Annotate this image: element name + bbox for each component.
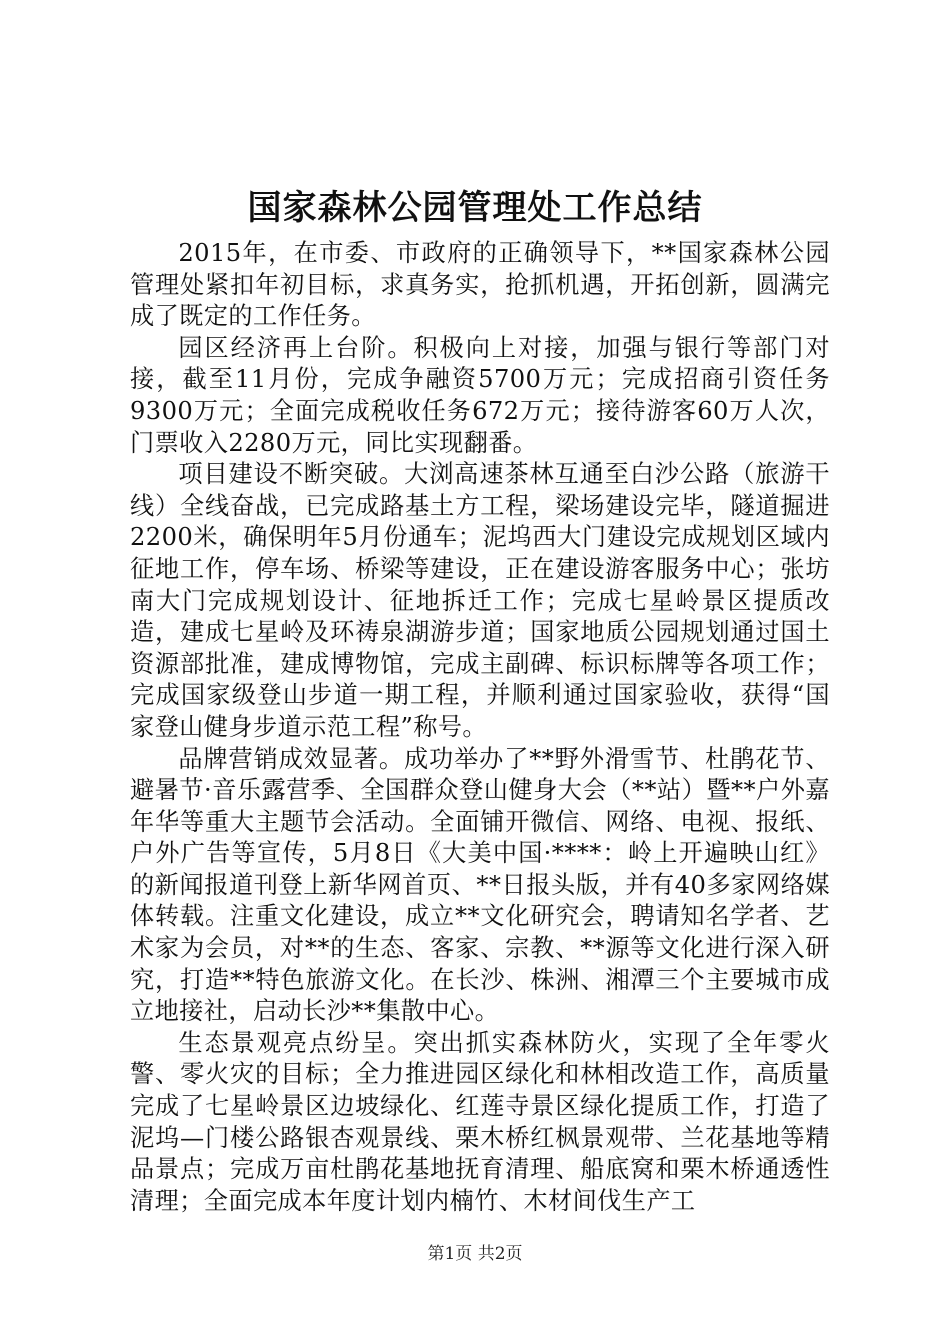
paragraph-marketing: 品牌营销成效显著。成功举办了**野外滑雪节、杜鹃花节、避暑节·音乐露营季、全国群众登山健身大会（**站）暨**户外嘉年华等重大主题节会活动。全面铺开微信、网络、电视、报纸、户外广告等宣传，5月8日《大美中国·****：岭上开遍映山红》的新闻报道刊登上新华网首页、**日报头版，并有40多家网络媒体转载。注重文化建设，成立**文化研究会，聘请知名学者、艺术家为会员，对**的生态、客家、宗教、**源等文化进行深入研究，打造**特色旅游文化。在长沙、株洲、湘潭三个主要城市成立地接社，启动长沙**集散中心。	[130, 744, 830, 1026]
paragraph-economy: 园区经济再上台阶。积极向上对接，加强与银行等部门对接，截至11月份，完成争融资5700万元；完成招商引资任务9300万元；全面完成税收任务672万元；接待游客60万人次，门票收入2280万元，同比实现翻番。	[130, 333, 830, 457]
page-number-footer: 第1页 共2页	[427, 1244, 523, 1264]
paragraph-intro: 2015年，在市委、市政府的正确领导下，**国家森林公园管理处紧扣年初目标，求真务实，抢抓机遇，开拓创新，圆满完成了既定的工作任务。	[130, 239, 830, 331]
paragraph-projects: 项目建设不断突破。大浏高速茶林互通至白沙公路（旅游干线）全线奋战，已完成路基土方工程，梁场建设完毕，隧道掘进2200米，确保明年5月份通车；泥坞西大门建设完成规划区域内征地工作，停车场、桥梁等建设，正在建设游客服务中心；张坊南大门完成规划设计、征地拆迁工作；完成七星岭景区提质改造，建成七星岭及环祷泉湖游步道；国家地质公园规划通过国土资源部批准，建成博物馆，完成主副碑、标识标牌等各项工作；完成国家级登山步道一期工程，并顺利通过国家验收，获得“国家登山健身步道示范工程”称号。	[130, 460, 830, 741]
document-body	[130, 238, 830, 1217]
document-title: 国家森林公园管理处工作总结	[247, 188, 703, 228]
paragraph-ecology: 生态景观亮点纷呈。突出抓实森林防火，实现了全年零火警、零火灾的目标；全力推进园区绿化和林相改造工作，高质量完成了七星岭景区边坡绿化、红莲寺景区绿化提质工作，打造了泥坞—门楼公路银杏观景线、栗木桥红枫景观带、兰花基地等精品景点；完成万亩杜鹃花基地抚育清理、船底窝和栗木桥通透性清理；全面完成本年度计划内楠竹、木材间伐生产工	[130, 1028, 830, 1215]
